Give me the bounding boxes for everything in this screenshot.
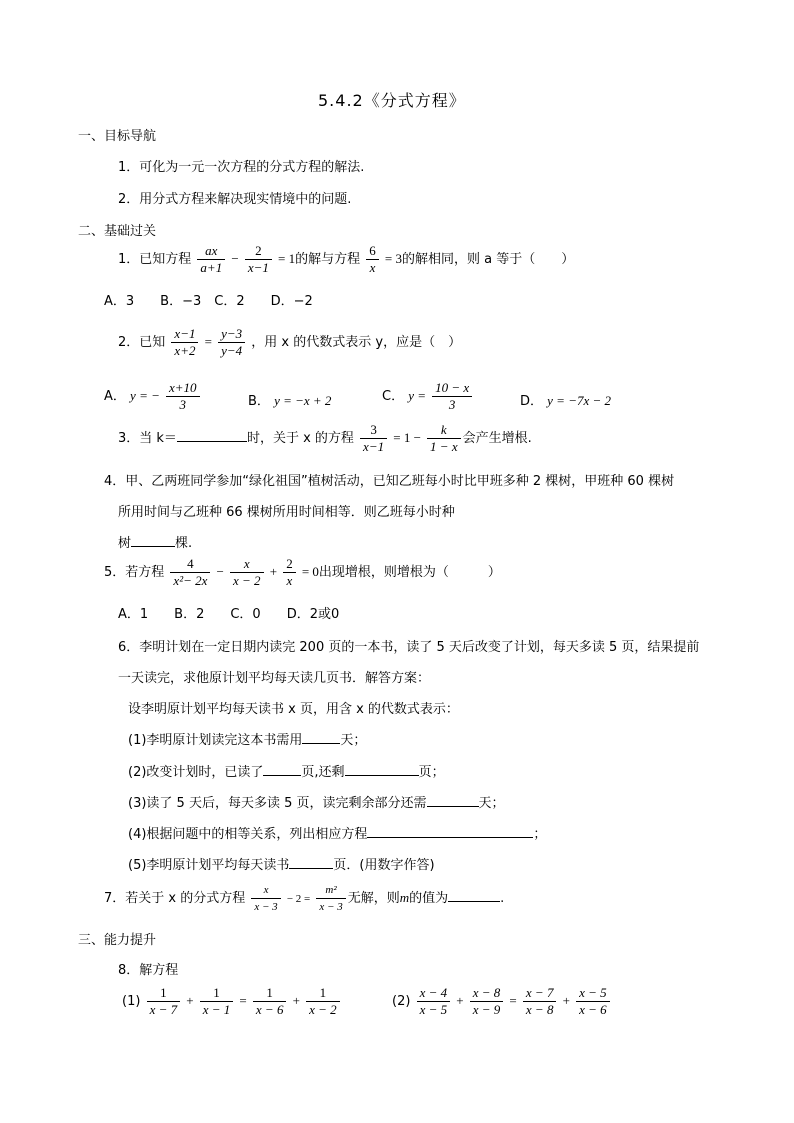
q2-fraction-2 [218, 326, 245, 359]
numerator: x − 7 [523, 985, 557, 1002]
numerator: x − 5 [576, 985, 610, 1002]
goal-item: 2．用分式方程来解决现实情境中的问题. [118, 192, 352, 207]
equals-zero: = 0 [301, 564, 319, 579]
numerator: x+10 [166, 380, 200, 397]
question-6-line-3: 设李明原计划平均每天读书 x 页，用含 x 的代数式表示： [128, 702, 459, 717]
q2-fraction-1 [171, 326, 198, 359]
q6-part-3 [128, 792, 505, 811]
q4-prefix: 树 [118, 536, 132, 551]
numerator: 1 [200, 985, 234, 1002]
answer-blank[interactable] [448, 889, 500, 902]
denominator: x − 2 [233, 573, 261, 588]
q2-prefix: 2．已知 [118, 335, 166, 350]
q2-option-c [382, 380, 474, 413]
answer-blank[interactable] [367, 825, 533, 838]
numerator: 2 [283, 556, 296, 573]
minus-two-equals: − 2 = [286, 893, 311, 905]
q7-variable-m: m [399, 890, 410, 905]
numerator: m² [316, 882, 345, 899]
question-2 [118, 326, 461, 359]
part-text: (2)改变计划时，已读了 [128, 765, 264, 780]
question-4-line-1: 4．甲、乙两班同学参加“绿化祖国”植树活动，已知乙班每小时比甲班多种 2 棵树，甲班种 60 棵树 [104, 474, 675, 489]
denominator: x [286, 573, 293, 588]
q3-suffix: 会产生增根. [462, 431, 532, 446]
option-expr: y = [408, 388, 427, 403]
denominator: x [369, 260, 376, 275]
term [470, 985, 504, 1018]
option-fraction [166, 380, 200, 413]
option-expr: y = − [130, 388, 160, 403]
option-expr: y = −7x − 2 [547, 393, 612, 408]
numerator: y−3 [218, 326, 245, 343]
question-4-line-3 [118, 532, 192, 551]
part-text: (3)读了 5 天后，每天多读 5 页，读完剩余部分还需 [128, 796, 427, 811]
q2-option-b [248, 390, 331, 409]
answer-blank[interactable] [345, 763, 419, 776]
numerator: 1 [147, 985, 181, 1002]
equals-one: = 1 [278, 251, 296, 266]
answer-blank[interactable] [131, 534, 175, 547]
denominator: x − 9 [472, 1002, 501, 1017]
question-1 [118, 243, 574, 276]
q1-fraction-1 [197, 243, 225, 276]
q7-end: . [500, 891, 505, 906]
denominator: x − 3 [254, 901, 278, 913]
q7-fraction-1 [251, 882, 280, 915]
term [147, 985, 181, 1018]
q8-equation-1 [122, 985, 342, 1018]
part-text-end: 页．(用数字作答) [333, 858, 435, 873]
q3-prefix: 3．当 k＝ [118, 431, 177, 446]
term [523, 985, 557, 1018]
numerator: x−1 [171, 326, 198, 343]
equals-sign: = [204, 334, 212, 349]
q5-fraction-2 [230, 556, 264, 589]
term [306, 985, 340, 1018]
numerator: x − 4 [417, 985, 451, 1002]
q5-prefix: 5．若方程 [104, 565, 165, 580]
question-4-line-2: 所用时间与乙班种 66 棵树所用时间相等．则乙班每小时种 [118, 505, 455, 520]
answer-blank[interactable] [289, 856, 333, 869]
part-text-end: 天； [340, 733, 367, 748]
equals-sign: = [239, 993, 247, 1008]
numerator: 10 − x [432, 380, 472, 397]
q1-fraction-2 [245, 243, 272, 276]
equals-one-minus: = 1 − [393, 430, 421, 445]
option-expr: y = −x + 2 [274, 393, 332, 408]
equation-label: (2) [392, 994, 411, 1009]
q3-fraction-1 [360, 422, 387, 455]
numerator: k [427, 422, 461, 439]
numerator: 4 [170, 556, 210, 573]
denominator: x − 5 [419, 1002, 448, 1017]
denominator: 3 [448, 397, 456, 412]
q7-prefix: 7．若关于 x 的分式方程 [104, 891, 246, 906]
part-text-end: ； [533, 827, 547, 842]
equals-sign: = [509, 993, 517, 1008]
plus-sign: + [456, 993, 464, 1008]
question-8-label: 8．解方程 [118, 963, 179, 978]
q3-middle-text: 时，关于 x 的方程 [246, 431, 354, 446]
q1-options: A．3 B．−3 C．2 D．−2 [104, 294, 313, 309]
q4-suffix: 棵. [175, 536, 193, 551]
q2-option-a [104, 380, 202, 413]
denominator: 3 [179, 397, 187, 412]
q7-suffix: 无解，则 [347, 891, 400, 906]
q7-fraction-2 [316, 882, 345, 915]
question-5 [104, 556, 501, 589]
denominator: x − 2 [309, 1002, 337, 1017]
part-text: (1)李明原计划读完这本书需用 [128, 733, 303, 748]
q2-suffix: ，用 x 的代数式表示 y，应是（ ） [251, 335, 462, 350]
section-heading-advanced: 三、能力提升 [78, 933, 157, 948]
denominator: 1 − x [430, 439, 458, 454]
question-3 [118, 422, 532, 455]
answer-blank[interactable] [427, 794, 479, 807]
numerator: 1 [306, 985, 340, 1002]
denominator: x − 3 [319, 901, 343, 913]
q5-options: A．1 B．2 C．0 D．2或0 [118, 607, 340, 622]
q6-part-5 [128, 854, 435, 873]
option-label: A． [104, 389, 126, 404]
question-6-line-1: 6．李明计划在一定日期内读完 200 页的一本书，读了 5 天后改变了计划，每天多读 5 页，结果提前 [118, 640, 700, 655]
answer-blank[interactable] [263, 763, 301, 776]
answer-blank[interactable] [177, 429, 247, 442]
answer-blank[interactable] [302, 731, 340, 744]
plus-sign: + [292, 993, 300, 1008]
term [417, 985, 451, 1018]
q6-part-4 [128, 823, 546, 842]
q6-part-2 [128, 761, 445, 780]
q5-fraction-1 [170, 556, 210, 589]
option-fraction [432, 380, 472, 413]
q1-fraction-3 [366, 243, 379, 276]
denominator: x − 8 [525, 1002, 554, 1017]
q5-suffix: 出现增根，则增根为（ ） [318, 565, 501, 580]
denominator: x−1 [247, 260, 269, 275]
numerator: 3 [360, 422, 387, 439]
minus-sign: − [216, 564, 224, 579]
q1-middle-text: 的解与方程 [295, 252, 361, 267]
q8-equation-2 [392, 985, 612, 1018]
q5-fraction-3 [283, 556, 296, 589]
q1-suffix: 的解相同，则 a 等于（ ） [402, 252, 575, 267]
q6-part-1 [128, 729, 366, 748]
part-text-mid: 页,还剩 [301, 765, 345, 780]
section-heading-basics: 二、基础过关 [78, 224, 157, 239]
numerator: 6 [366, 243, 379, 260]
goal-item: 1．可化为一元一次方程的分式方程的解法. [118, 160, 365, 175]
part-text-end: 天； [478, 796, 505, 811]
q3-fraction-2 [427, 422, 461, 455]
denominator: x−1 [363, 439, 385, 454]
denominator: x − 7 [149, 1002, 178, 1017]
section-heading-goals: 一、目标导航 [78, 129, 157, 144]
q1-prefix: 1．已知方程 [118, 252, 192, 267]
denominator: x − 1 [202, 1002, 231, 1017]
denominator: a+1 [200, 260, 223, 275]
minus-sign: − [231, 251, 239, 266]
numerator: x [230, 556, 264, 573]
equation-label: (1) [122, 994, 141, 1009]
numerator: 1 [253, 985, 287, 1002]
plus-sign: + [562, 993, 570, 1008]
denominator: x²− 2x [173, 573, 208, 588]
part-text-end: 页； [418, 765, 445, 780]
numerator: x − 8 [470, 985, 504, 1002]
term [200, 985, 234, 1018]
numerator: x [251, 882, 280, 899]
question-6-line-2: 一天读完，求他原计划平均每天读几页书．解答方案： [118, 671, 431, 686]
part-text: (4)根据问题中的相等关系，列出相应方程 [128, 827, 368, 842]
denominator: y−4 [221, 343, 243, 358]
denominator: x − 6 [579, 1002, 607, 1017]
part-text: (5)李明原计划平均每天读书 [128, 858, 290, 873]
option-label: C． [382, 389, 405, 404]
option-label: B． [248, 394, 270, 409]
denominator: x − 6 [255, 1002, 284, 1017]
equals-three: = 3 [384, 251, 402, 266]
term [576, 985, 610, 1018]
denominator: x+2 [174, 343, 196, 358]
q2-option-d [520, 390, 611, 409]
plus-sign: + [186, 993, 194, 1008]
term [253, 985, 287, 1018]
plus-sign: + [269, 564, 278, 579]
numerator: ax [197, 243, 225, 260]
option-label: D． [520, 394, 544, 409]
q7-suffix-2: 的值为 [409, 891, 449, 906]
numerator: 2 [245, 243, 272, 260]
question-7 [104, 882, 504, 915]
page-title: 5.4.2《分式方程》 [318, 91, 466, 110]
